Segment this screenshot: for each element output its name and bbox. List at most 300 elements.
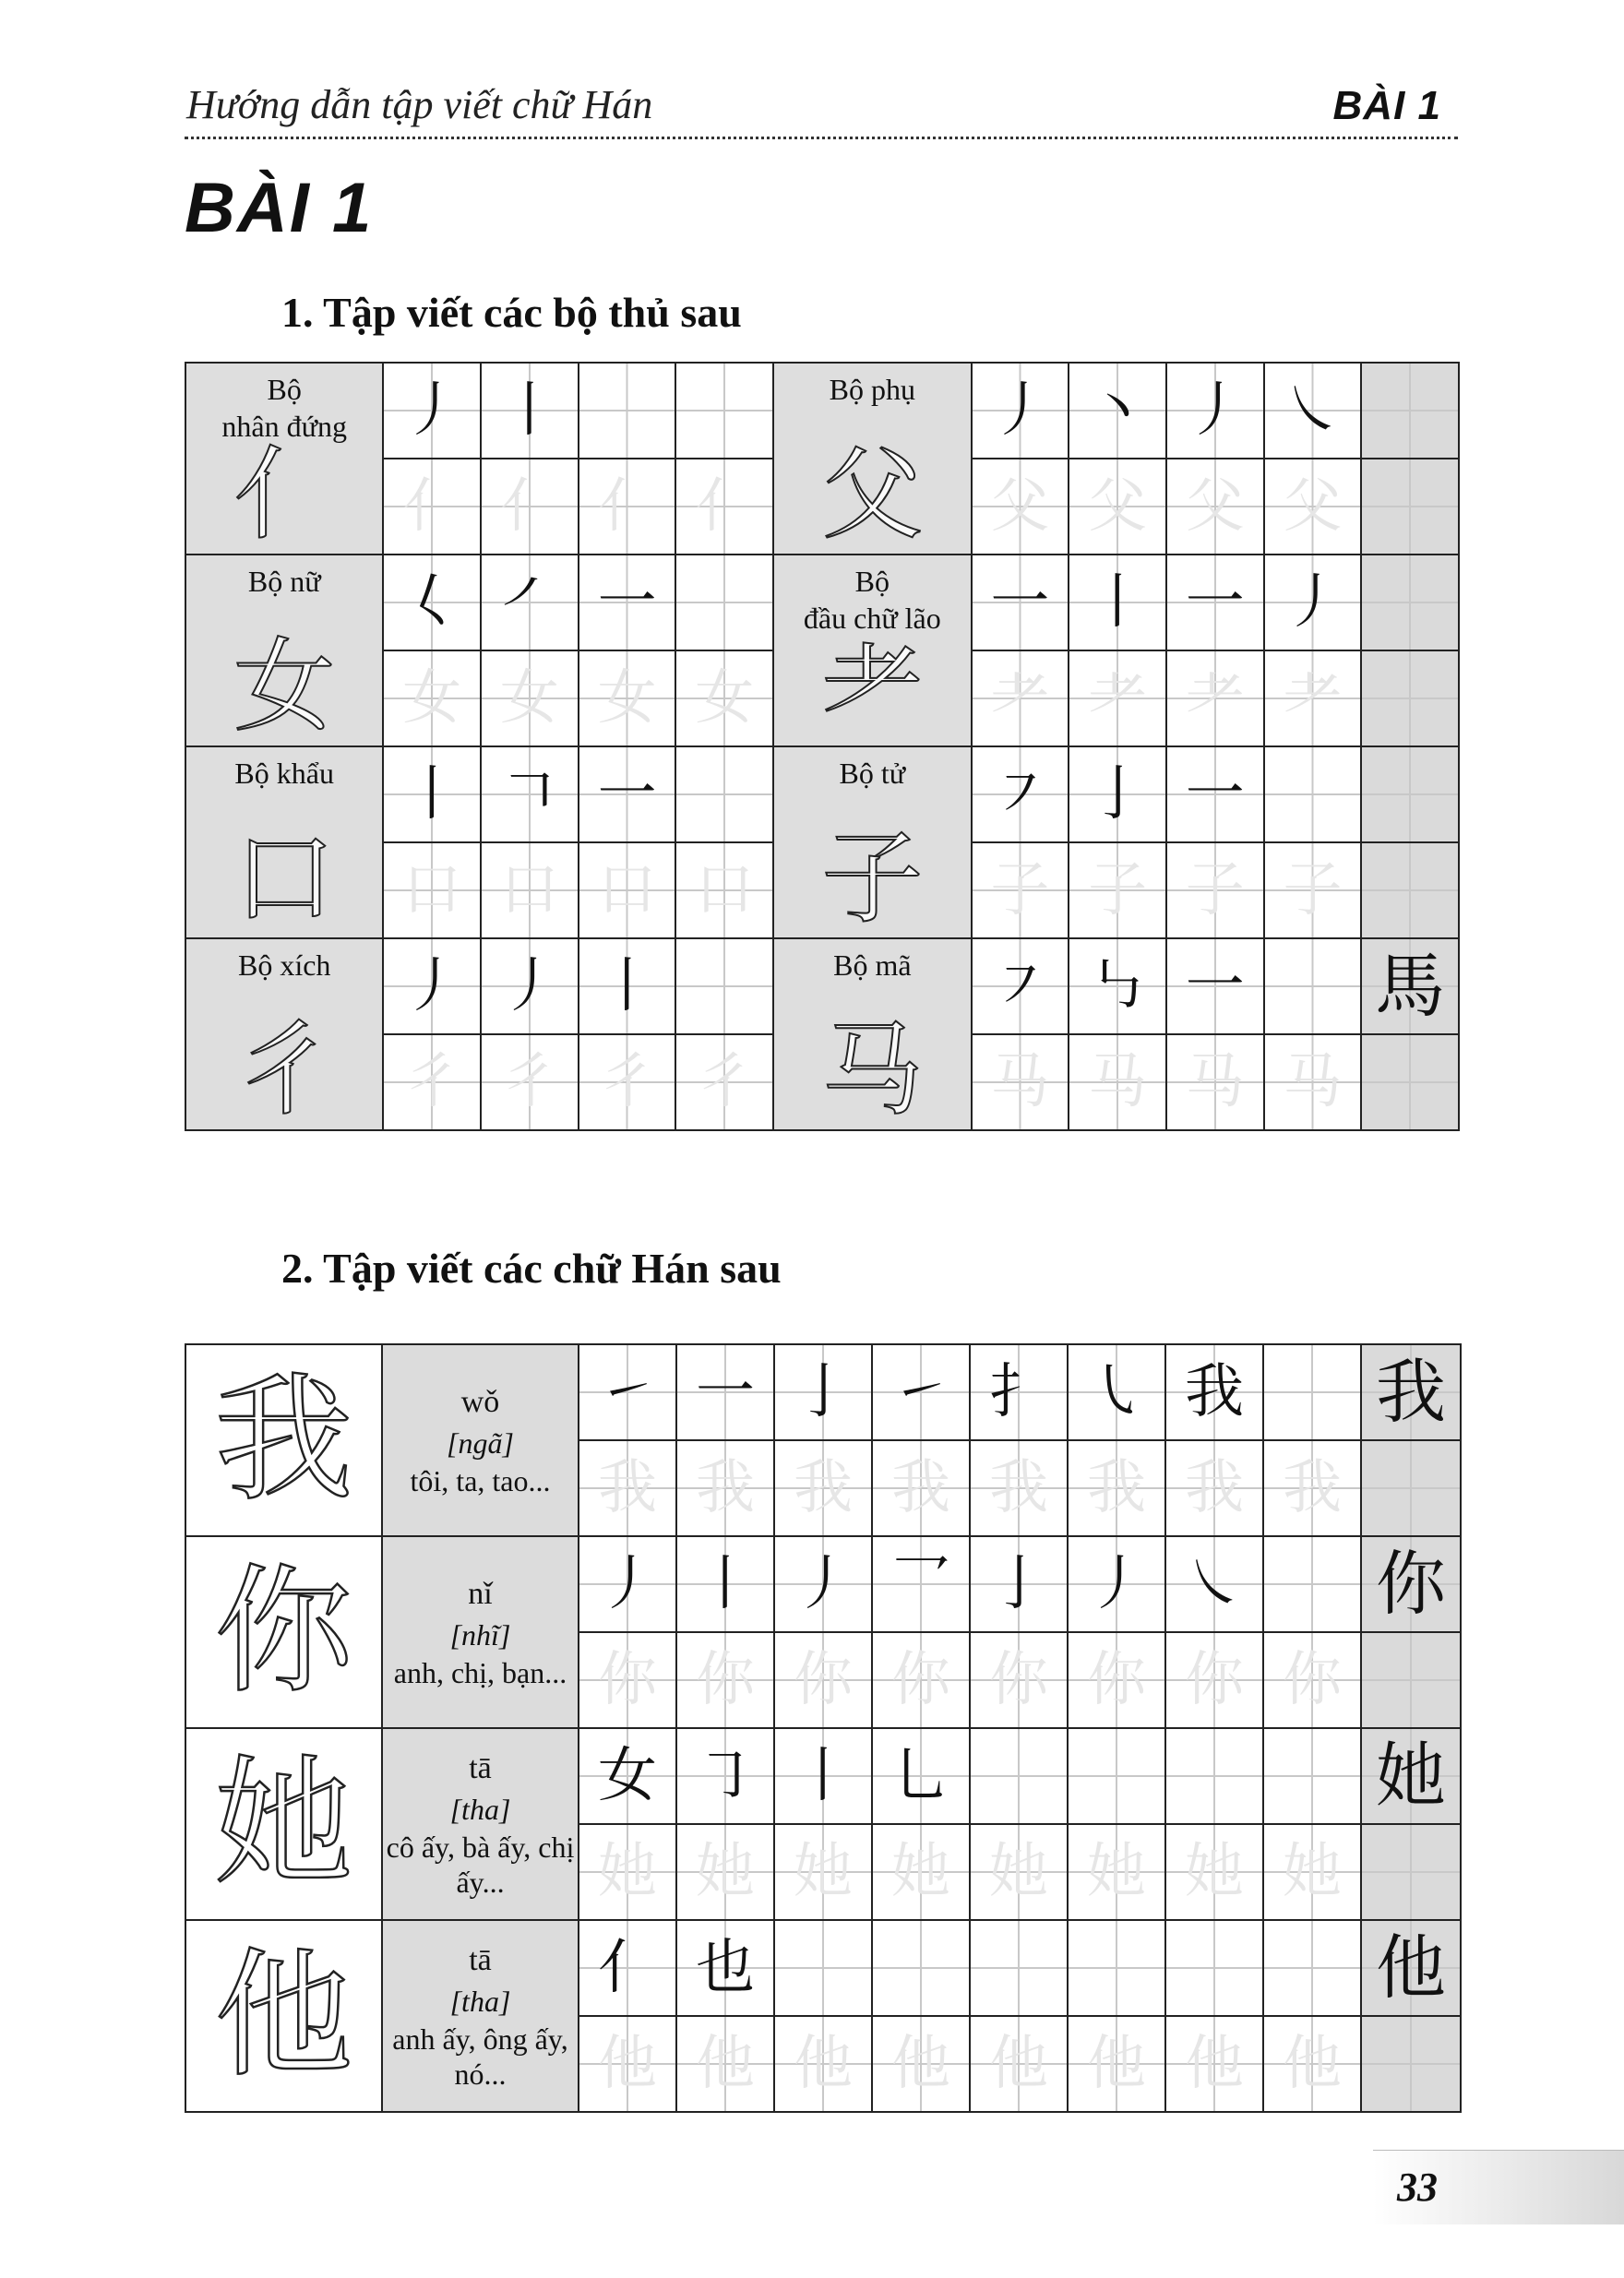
trace-glyph: 口	[597, 856, 657, 924]
large-character-cell: 他	[185, 1920, 382, 2112]
trace-glyph: 你	[1185, 1646, 1244, 1714]
tracing-cell	[675, 459, 773, 555]
tracing-cell	[970, 1824, 1068, 1920]
tracing-cell	[676, 1632, 774, 1728]
trace-glyph: 彳	[499, 1048, 559, 1116]
trace-glyph: 他	[696, 2030, 755, 2098]
stroke-order-cell	[1166, 363, 1264, 459]
stroke-order-cell	[774, 1344, 872, 1440]
radical-label-cell	[185, 363, 383, 555]
tracing-cell	[1263, 1440, 1361, 1536]
stroke-order-cell	[972, 363, 1069, 459]
stroke-order-cell	[1165, 1728, 1263, 1824]
stroke-order-cell	[1069, 746, 1166, 842]
trace-glyph: 他	[989, 2030, 1048, 2098]
stroke-order-cell	[972, 746, 1069, 842]
stroke-order-cell	[676, 1344, 774, 1440]
stroke-order-cell	[1068, 1728, 1165, 1824]
tracing-cell	[1166, 650, 1264, 746]
model-cell	[1361, 1536, 1461, 1632]
stroke-order-cell	[676, 1728, 774, 1824]
tracing-cell	[383, 842, 481, 938]
trace-glyph: 她	[794, 1838, 853, 1906]
model-cell	[1361, 1728, 1461, 1824]
tracing-cell	[1166, 842, 1264, 938]
model-glyph: 她	[1376, 1735, 1446, 1817]
tracing-cell	[1165, 1632, 1263, 1728]
stroke-order-cell	[872, 1344, 970, 1440]
radical-label-cell	[773, 746, 971, 938]
stroke-glyph: 丨	[597, 952, 657, 1020]
trace-glyph: 口	[695, 856, 755, 924]
trace-glyph: 他	[1087, 2030, 1146, 2098]
trace-glyph: 口	[402, 856, 462, 924]
tracing-cell	[579, 1440, 676, 1536]
large-character-cell: 我	[185, 1344, 382, 1536]
model-cell-empty	[1361, 459, 1459, 555]
trace-glyph: 父	[990, 472, 1050, 541]
trace-glyph: 父	[1283, 472, 1343, 541]
character-info-cell	[382, 1728, 579, 1920]
stroke-order-cell	[774, 1728, 872, 1824]
trace-glyph: 她	[598, 1838, 657, 1906]
radical-character: 子	[821, 819, 924, 937]
trace-glyph: 你	[891, 1646, 950, 1714]
stroke-glyph: 丿	[402, 376, 462, 445]
character-info-cell	[382, 1920, 579, 2112]
tracing-cell	[1068, 1440, 1165, 1536]
radical-character: 亻	[233, 435, 336, 554]
trace-glyph: 子	[1088, 856, 1148, 924]
trace-glyph: 亻	[402, 472, 462, 541]
han-viet-reading: [tha]	[449, 1793, 511, 1826]
stroke-order-cell	[872, 1728, 970, 1824]
han-viet-reading: [nhĩ]	[449, 1618, 511, 1652]
radical-practice-grid	[185, 362, 1460, 1131]
model-cell	[1361, 1920, 1461, 2016]
tracing-cell	[1264, 650, 1362, 746]
radical-character: 父	[821, 435, 924, 554]
large-character-cell: 她	[185, 1728, 382, 1920]
radical-character: 口	[233, 819, 336, 937]
stroke-glyph: 丿	[990, 376, 1050, 445]
stroke-glyph: 丿	[402, 952, 462, 1020]
trace-glyph: 他	[1185, 2030, 1244, 2098]
trace-glyph: 女	[695, 664, 755, 733]
character-row-top	[185, 1536, 1461, 1632]
tracing-cell	[970, 1632, 1068, 1728]
trace-glyph: 她	[1283, 1838, 1342, 1906]
trace-glyph: 父	[1088, 472, 1148, 541]
tracing-cell	[774, 1440, 872, 1536]
character-practice-grid	[185, 1343, 1462, 2113]
stroke-order-cell	[383, 555, 481, 650]
stroke-glyph: 丨	[499, 376, 559, 445]
stroke-glyph: 亅	[1088, 760, 1148, 829]
stroke-glyph: 丨	[696, 1550, 755, 1618]
radical-name: Bộ nữ	[247, 565, 321, 598]
tracing-cell	[579, 2016, 676, 2112]
stroke-order-cell	[1165, 1920, 1263, 2016]
trace-glyph: 你	[598, 1646, 657, 1714]
radical-character: 女	[233, 627, 336, 745]
tracing-cell	[579, 1632, 676, 1728]
stroke-order-cell	[774, 1536, 872, 1632]
radical-label-cell	[773, 363, 971, 555]
trace-glyph: 马	[1088, 1048, 1148, 1116]
stroke-order-cell	[972, 555, 1069, 650]
tracing-cell	[1069, 842, 1166, 938]
tracing-cell	[972, 650, 1069, 746]
radical-name: Bộ mã	[833, 948, 912, 982]
tracing-cell	[1263, 1632, 1361, 1728]
pinyin: nǐ	[468, 1577, 493, 1611]
trace-glyph: 我	[1185, 1454, 1244, 1522]
tracing-cell	[774, 1632, 872, 1728]
lesson-title: BÀI 1	[185, 169, 374, 247]
model-cell-empty	[1361, 650, 1459, 746]
stroke-order-cell	[579, 363, 676, 459]
stroke-glyph: ㇒	[499, 568, 559, 637]
radical-row-top	[185, 555, 1459, 650]
radical-label-cell	[185, 555, 383, 746]
stroke-order-cell	[383, 363, 481, 459]
tracing-cell	[872, 2016, 970, 2112]
page-number-tab	[1373, 2150, 1624, 2224]
pinyin: tā	[469, 1751, 492, 1785]
tracing-cell	[1264, 1034, 1362, 1130]
stroke-order-cell	[579, 746, 676, 842]
radical-name: Bộ khẩu	[234, 757, 334, 790]
tracing-cell	[972, 842, 1069, 938]
trace-glyph: 女	[402, 664, 462, 733]
trace-glyph: 彳	[402, 1048, 462, 1116]
stroke-glyph: 一	[1185, 952, 1245, 1020]
tracing-cell	[579, 459, 676, 555]
stroke-order-cell	[970, 1728, 1068, 1824]
tracing-cell	[579, 842, 676, 938]
trace-glyph: 耂	[1185, 664, 1245, 733]
stroke-glyph: 一	[1185, 760, 1245, 829]
trace-glyph: 子	[990, 856, 1050, 924]
stroke-order-cell	[972, 938, 1069, 1034]
running-lesson-tag: BÀI 1	[1332, 83, 1441, 128]
trace-glyph: 你	[794, 1646, 853, 1714]
stroke-order-cell	[579, 1536, 676, 1632]
trace-glyph: 耂	[1283, 664, 1343, 733]
tracing-cell	[970, 1440, 1068, 1536]
radical-name: Bộ tử	[839, 757, 906, 790]
radical-name: Bộ xích	[237, 948, 331, 982]
trace-glyph: 她	[989, 1838, 1048, 1906]
radical-character: 彳	[233, 1011, 336, 1129]
stroke-glyph: ㇉	[1088, 952, 1148, 1020]
stroke-order-cell	[579, 1344, 676, 1440]
model-cell	[1361, 363, 1459, 459]
stroke-order-cell	[1263, 1536, 1361, 1632]
stroke-order-cell	[481, 938, 579, 1034]
stroke-glyph: 一	[990, 568, 1050, 637]
stroke-glyph: 也	[696, 1934, 755, 2002]
stroke-order-cell	[1068, 1344, 1165, 1440]
running-header	[185, 81, 1458, 139]
tracing-cell	[383, 650, 481, 746]
radical-name: Bộ đầu chữ lão	[803, 565, 941, 635]
trace-glyph: 马	[1283, 1048, 1343, 1116]
tracing-cell	[1069, 459, 1166, 555]
stroke-order-cell	[579, 555, 676, 650]
stroke-glyph: ㇂	[1087, 1358, 1146, 1426]
stroke-glyph: 亻	[598, 1934, 657, 2002]
han-viet-reading: [ngã]	[447, 1426, 514, 1460]
meaning: anh ấy, ông ấy, nó...	[392, 2022, 568, 2091]
meaning: cô ấy, bà ấy, chị ấy...	[386, 1831, 575, 1899]
tracing-cell	[774, 1824, 872, 1920]
stroke-order-cell	[1165, 1536, 1263, 1632]
tracing-cell	[872, 1824, 970, 1920]
trace-glyph: 女	[597, 664, 657, 733]
stroke-order-cell	[1069, 363, 1166, 459]
tracing-cell	[675, 842, 773, 938]
trace-glyph: 亻	[695, 472, 755, 541]
radical-name: Bộ phụ	[829, 373, 915, 406]
trace-glyph: 我	[794, 1454, 853, 1522]
tracing-cell	[872, 1440, 970, 1536]
radical-label-cell	[773, 938, 971, 1130]
character-row-top	[185, 1920, 1461, 2016]
stroke-order-cell	[1069, 555, 1166, 650]
model-cell	[1361, 746, 1459, 842]
stroke-order-cell	[1165, 1344, 1263, 1440]
stroke-glyph: ㇏	[1185, 1550, 1244, 1618]
stroke-order-cell	[872, 1920, 970, 2016]
tracing-cell	[675, 1034, 773, 1130]
stroke-glyph: 亅	[794, 1358, 853, 1426]
model-cell	[1361, 1344, 1461, 1440]
section1-heading: 1. Tập viết các bộ thủ sau	[281, 289, 742, 336]
model-cell-empty	[1361, 1824, 1461, 1920]
tracing-cell	[676, 1440, 774, 1536]
stroke-glyph: 一	[696, 1358, 755, 1426]
tracing-cell	[676, 2016, 774, 2112]
meaning: anh, chị, bạn...	[393, 1656, 567, 1689]
tracing-cell	[1165, 1440, 1263, 1536]
model-cell-empty	[1361, 1440, 1461, 1536]
trace-glyph: 你	[1283, 1646, 1342, 1714]
stroke-glyph: 丨	[1088, 568, 1148, 637]
tracing-cell	[579, 1034, 676, 1130]
stroke-glyph: ㇏	[1283, 376, 1343, 445]
trace-glyph: 他	[1283, 2030, 1342, 2098]
stroke-glyph: 丿	[794, 1550, 853, 1618]
stroke-order-cell	[676, 1920, 774, 2016]
trace-glyph: 我	[696, 1454, 755, 1522]
trace-glyph: 他	[891, 2030, 950, 2098]
tracing-cell	[1068, 2016, 1165, 2112]
stroke-glyph: 丨	[402, 760, 462, 829]
stroke-order-cell	[1166, 746, 1264, 842]
trace-glyph: 子	[1185, 856, 1245, 924]
tracing-cell	[1263, 2016, 1361, 2112]
stroke-order-cell	[676, 1536, 774, 1632]
stroke-order-cell	[675, 746, 773, 842]
tracing-cell	[1068, 1824, 1165, 1920]
radical-label-cell	[773, 555, 971, 746]
tracing-cell	[1166, 1034, 1264, 1130]
radical-label-cell	[185, 746, 383, 938]
stroke-order-cell	[1264, 746, 1362, 842]
tracing-cell	[1165, 1824, 1263, 1920]
tracing-cell	[481, 459, 579, 555]
stroke-glyph: 𡿨	[402, 568, 462, 637]
tracing-cell	[481, 1034, 579, 1130]
stroke-glyph: 丿	[1087, 1550, 1146, 1618]
stroke-order-cell	[675, 363, 773, 459]
tracing-cell	[774, 2016, 872, 2112]
trace-glyph: 亻	[597, 472, 657, 541]
stroke-order-cell	[1264, 938, 1362, 1034]
model-glyph: 他	[1376, 1926, 1446, 2009]
model-glyph: 你	[1376, 1543, 1446, 1625]
tracing-cell	[675, 650, 773, 746]
stroke-glyph: 乛	[891, 1550, 950, 1618]
trace-glyph: 我	[598, 1454, 657, 1522]
radical-row-top	[185, 938, 1459, 1034]
stroke-order-cell	[1166, 938, 1264, 1034]
trace-glyph: 子	[1283, 856, 1343, 924]
running-title: Hướng dẫn tập viết chữ Hán	[186, 82, 653, 127]
model-glyph: 我	[1376, 1351, 1446, 1433]
page-number: 33	[1397, 2165, 1438, 2210]
tracing-cell	[972, 1034, 1069, 1130]
tracing-cell	[1069, 1034, 1166, 1130]
trace-glyph: 马	[990, 1048, 1050, 1116]
trace-glyph: 他	[598, 2030, 657, 2098]
trace-glyph: 马	[1185, 1048, 1245, 1116]
stroke-glyph: 一	[597, 568, 657, 637]
pinyin: wǒ	[460, 1385, 500, 1419]
tracing-cell	[481, 650, 579, 746]
stroke-glyph: 丿	[1283, 568, 1343, 637]
stroke-glyph: ㇆	[696, 1742, 755, 1810]
stroke-order-cell	[970, 1344, 1068, 1440]
stroke-order-cell	[872, 1536, 970, 1632]
character-info-cell	[382, 1344, 579, 1536]
tracing-cell	[1068, 1632, 1165, 1728]
tracing-cell	[383, 1034, 481, 1130]
trace-glyph: 她	[891, 1838, 950, 1906]
stroke-glyph: 女	[598, 1742, 657, 1810]
model-cell-empty	[1361, 2016, 1461, 2112]
trace-glyph: 口	[499, 856, 559, 924]
trace-glyph: 你	[1087, 1646, 1146, 1714]
tracing-cell	[481, 842, 579, 938]
trace-glyph: 我	[1283, 1454, 1342, 1522]
trace-glyph: 他	[794, 2030, 853, 2098]
trace-glyph: 她	[1087, 1838, 1146, 1906]
stroke-order-cell	[383, 938, 481, 1034]
stroke-glyph: 一	[1185, 568, 1245, 637]
tracing-cell	[1263, 1824, 1361, 1920]
stroke-order-cell	[1264, 555, 1362, 650]
tracing-cell	[970, 2016, 1068, 2112]
stroke-order-cell	[675, 938, 773, 1034]
radical-name: Bộ nhân đứng	[221, 373, 347, 443]
tracing-cell	[872, 1632, 970, 1728]
stroke-order-cell	[774, 1920, 872, 2016]
stroke-glyph: 丿	[499, 952, 559, 1020]
stroke-order-cell	[1166, 555, 1264, 650]
trace-glyph: 我	[989, 1454, 1048, 1522]
model-cell	[1361, 938, 1459, 1034]
tracing-cell	[1264, 842, 1362, 938]
trace-glyph: 你	[696, 1646, 755, 1714]
stroke-glyph: 扌	[989, 1358, 1048, 1426]
stroke-order-cell	[970, 1920, 1068, 2016]
trace-glyph: 彳	[597, 1048, 657, 1116]
tracing-cell	[1165, 2016, 1263, 2112]
tracing-cell	[579, 650, 676, 746]
stroke-glyph: 亅	[989, 1550, 1048, 1618]
tracing-cell	[676, 1824, 774, 1920]
character-row-top	[185, 1728, 1461, 1824]
radical-label-cell	[185, 938, 383, 1130]
character-row-top	[185, 1344, 1461, 1440]
model-cell-empty	[1361, 1034, 1459, 1130]
meaning: tôi, ta, tao...	[410, 1464, 551, 1497]
stroke-order-cell	[1263, 1728, 1361, 1824]
tracing-cell	[1166, 459, 1264, 555]
trace-glyph: 亻	[499, 472, 559, 541]
trace-glyph: 女	[499, 664, 559, 733]
stroke-order-cell	[579, 938, 676, 1034]
han-viet-reading: [tha]	[449, 1985, 511, 2018]
tracing-cell	[972, 459, 1069, 555]
tracing-cell	[1069, 650, 1166, 746]
radical-character: 马	[821, 1011, 924, 1129]
stroke-order-cell	[675, 555, 773, 650]
stroke-glyph: 丨	[794, 1742, 853, 1810]
stroke-glyph: 𠃍	[499, 760, 559, 829]
pinyin: tā	[469, 1943, 492, 1977]
model-cell-empty	[1361, 842, 1459, 938]
radical-character: 耂	[821, 627, 924, 745]
section2-heading: 2. Tập viết các chữ Hán sau	[281, 1245, 782, 1292]
stroke-glyph: 丿	[598, 1550, 657, 1618]
stroke-order-cell	[383, 746, 481, 842]
stroke-order-cell	[481, 363, 579, 459]
tracing-cell	[579, 1824, 676, 1920]
stroke-order-cell	[1264, 363, 1362, 459]
tracing-cell	[1264, 459, 1362, 555]
stroke-order-cell	[1263, 1344, 1361, 1440]
trace-glyph: 我	[1087, 1454, 1146, 1522]
stroke-order-cell	[1068, 1920, 1165, 2016]
stroke-order-cell	[1068, 1536, 1165, 1632]
trace-glyph: 她	[1185, 1838, 1244, 1906]
stroke-glyph: 一	[597, 760, 657, 829]
model-cell	[1361, 555, 1459, 650]
stroke-order-cell	[970, 1536, 1068, 1632]
stroke-glyph: ㇇	[990, 760, 1050, 829]
stroke-glyph: 丶	[1088, 376, 1148, 445]
stroke-glyph: ㇀	[598, 1358, 657, 1426]
model-cell-empty	[1361, 1632, 1461, 1728]
stroke-glyph: 乚	[891, 1742, 950, 1810]
stroke-glyph: 我	[1185, 1358, 1244, 1426]
stroke-glyph: ㇀	[891, 1358, 950, 1426]
character-info-cell	[382, 1536, 579, 1728]
